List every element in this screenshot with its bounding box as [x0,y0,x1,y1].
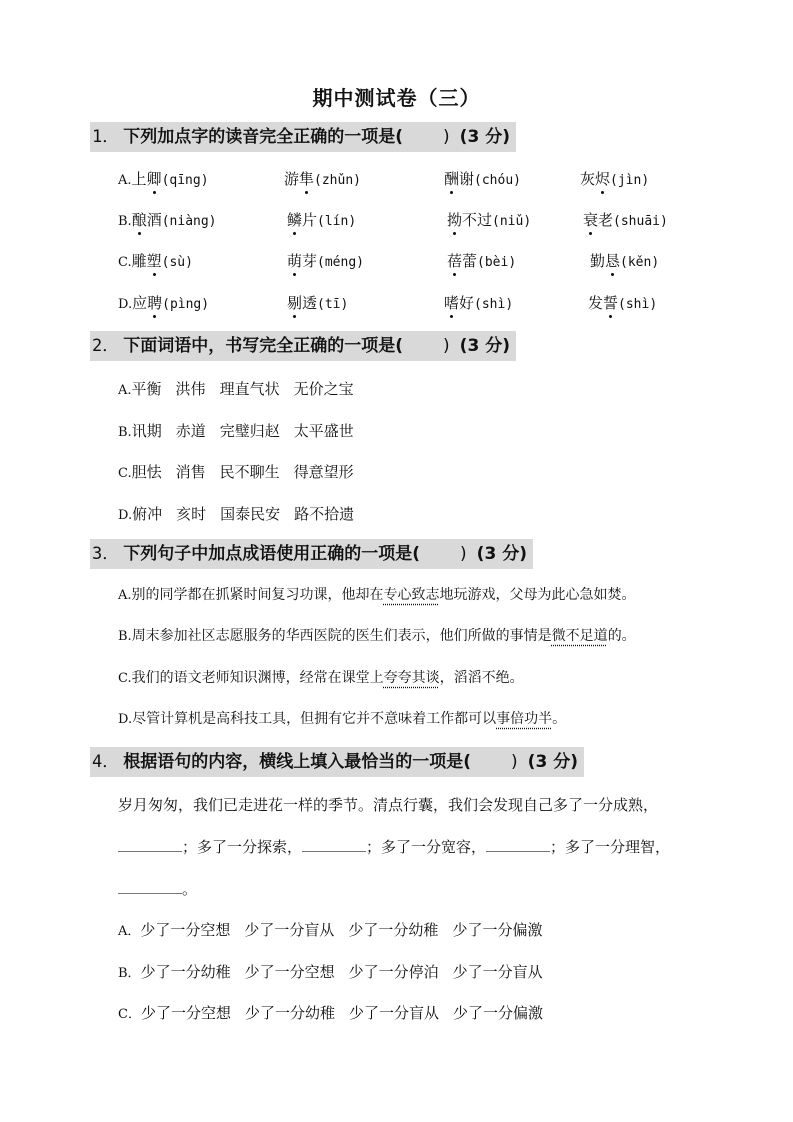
pinyin: (shì) [618,297,658,312]
dotted-char: 酿 [131,211,147,229]
word-text: 片 [302,211,318,229]
q4-option-b [118,961,557,982]
passage-line-3 [118,878,197,899]
q1-option-d-item-2 [287,292,348,313]
sentence-text: 地玩游戏，父母为此心急如焚。 [439,587,636,603]
passage-text: ；多了一分理智， [550,838,671,856]
pinyin: (sù) [161,255,193,270]
word: 路不拾遗 [294,505,355,523]
dotted-char: 聘 [147,294,163,312]
passage-line-1: 岁月匆匆，我们已走进花一样的季节。清点行囊，我们会发现自己多了一分成熟， [118,796,659,814]
word-text: 酒 [146,211,162,229]
word: 少了一分空想 [140,1004,231,1022]
word: 少了一分空想 [140,921,231,939]
passage-line-2 [118,836,670,857]
word-text: 蕾 [462,252,478,270]
word: 无价之宝 [293,380,354,398]
question-number: 2． [92,336,120,356]
fill-blank-4[interactable] [118,879,182,894]
word: 讯期 [131,422,162,440]
word-text: 透 [302,294,318,312]
q3-option-c [118,667,524,687]
word-text: 好 [459,294,475,312]
q1-option-d-item-3 [444,292,513,313]
question-2-header [90,331,516,361]
paren-close: ) [443,336,450,356]
word: 完璧归赵 [219,422,280,440]
sentence-text: 周末参加社区志愿服务的华西医院的医生们表示，他们所做的事情是 [131,628,552,644]
option-label: A. [118,173,132,188]
word-text: 发 [588,294,604,312]
word: 少了一分停泊 [348,963,439,981]
word: 少了一分盲从 [452,963,543,981]
question-4-header [90,747,584,777]
word: 胆怯 [131,463,162,481]
word: 得意望形 [293,463,354,481]
dotted-char: 萌 [287,252,303,270]
option-label: C. [118,255,132,270]
passage-text: ；多了一分宽容， [366,838,487,856]
q1-option-b-item-2 [287,209,356,230]
option-label: D. [118,508,133,523]
q2-option-a [118,378,368,399]
pinyin: (tī) [317,297,349,312]
option-label: C. [118,671,132,686]
q1-option-d-item-1 [118,292,209,313]
pinyin: (bèi) [477,255,517,270]
word: 洪伟 [175,380,206,398]
dotted-char: 嗜 [444,294,460,312]
q1-option-a-item-4 [580,168,649,189]
question-3-header [90,539,533,569]
dotted-char: 剔 [287,294,303,312]
question-score: (3 分) [527,752,578,772]
passage-text: 。 [182,880,198,898]
word: 理直气状 [219,380,280,398]
question-score: (3 分) [459,127,510,147]
question-score: (3 分) [476,544,527,564]
q3-option-b [118,625,636,645]
dotted-char: 蓓 [447,252,463,270]
pinyin: (jìn) [610,173,650,188]
word: 少了一分幼稚 [140,963,231,981]
word-text: 上 [131,170,147,188]
option-label: A. [118,383,132,398]
word: 少了一分盲从 [244,921,335,939]
word: 平衡 [131,380,162,398]
q1-option-b-item-3 [447,209,531,230]
option-label: A． [118,924,141,939]
dotted-char: 烬 [595,170,611,188]
q2-option-d [118,503,368,524]
passage-text: ；多了一分探索， [182,838,303,856]
question-number: 4． [92,752,120,772]
option-label: A. [118,588,132,603]
word-text: 不过 [462,211,493,229]
pinyin: (niàng) [161,214,217,229]
dotted-char: 酬 [444,170,460,188]
word-text: 勤 [590,252,606,270]
question-prompt: 下面词语中，书写完全正确的一项是( [123,336,404,356]
dotted-char: 鳞 [287,211,303,229]
dotted-char: 卿 [146,170,162,188]
pinyin: (shuāi) [613,214,668,229]
pinyin: (niǔ) [492,214,532,229]
sentence-text: 别的同学都在抓紧时间复习功课，他却在 [131,587,384,603]
word: 俯冲 [132,505,163,523]
pinyin: (kěn) [620,255,660,270]
word: 消售 [175,463,206,481]
option-label: D. [118,712,133,727]
pinyin: (lín) [317,214,357,229]
sentence-text: 。 [552,711,567,727]
dotted-idiom: 专心致志 [383,587,440,603]
dotted-char: 誓 [603,294,619,312]
word-text: 雕 [131,252,147,270]
option-label: B． [118,966,141,981]
pinyin: (méng) [317,255,364,270]
q1-option-a-item-3 [444,168,521,189]
q2-option-c [118,461,368,482]
sentence-text: 尽管计算机是高科技工具，但拥有它并不意味着工作都可以 [132,711,497,727]
word-text: 游 [284,170,300,188]
sentence-text: ，滔滔不绝。 [439,670,524,686]
pinyin: (pìng) [162,297,210,312]
fill-blank-3[interactable] [486,837,550,852]
pinyin: (chóu) [474,173,521,188]
option-label: B. [118,629,132,644]
word-text: 老 [598,211,614,229]
word: 赤道 [175,422,206,440]
option-label: C． [118,1007,141,1022]
dotted-char: 衰 [583,211,599,229]
pinyin: (qīng) [161,173,209,188]
dotted-idiom: 微不足道 [551,628,608,644]
q4-option-a [118,919,556,940]
word: 少了一分幼稚 [244,1004,335,1022]
question-prompt: 下列加点字的读音完全正确的一项是( [123,127,404,147]
paren-close: ) [511,752,518,772]
dotted-char: 隼 [299,170,315,188]
word-text: 应 [132,294,148,312]
dotted-idiom: 事倍功半 [496,711,553,727]
q1-option-a-item-2 [284,168,361,189]
option-label: D. [118,297,133,312]
sentence-text: 的。 [607,628,636,644]
option-label: B. [118,425,132,440]
option-label: B. [118,214,132,229]
q1-option-b-item-1 [118,209,217,230]
q3-option-a [118,584,636,604]
question-number: 3． [92,544,120,564]
q1-option-b-item-4 [583,209,668,230]
word-text: 谢 [459,170,475,188]
question-1-header [90,122,516,152]
q1-option-c-item-4 [590,250,659,271]
word: 少了一分偏激 [452,921,543,939]
q3-option-d [118,708,566,728]
word: 少了一分幼稚 [348,921,439,939]
q4-option-c [118,1002,557,1023]
question-prompt: 下列句子中加点成语使用正确的一项是( [123,544,421,564]
word: 太平盛世 [293,422,354,440]
sentence-text: 我们的语文老师知识渊博，经常在课堂上 [131,670,384,686]
q1-option-d-item-4 [588,292,657,313]
pinyin: (zhǔn) [314,173,361,188]
word: 少了一分盲从 [348,1004,439,1022]
word: 少了一分空想 [244,963,335,981]
paren-close: ) [443,127,450,147]
paren-close: ) [460,544,467,564]
dotted-idiom: 夸夸其谈 [383,670,440,686]
option-label: C. [118,466,132,481]
word: 亥时 [176,505,207,523]
dotted-char: 拗 [447,211,463,229]
fill-blank-1[interactable] [118,837,182,852]
word: 少了一分偏激 [453,1004,544,1022]
word-text: 灰 [580,170,596,188]
dotted-char: 塑 [146,252,162,270]
q1-option-c-item-2 [287,250,364,271]
fill-blank-2[interactable] [302,837,366,852]
word: 民不聊生 [219,463,280,481]
question-number: 1． [92,127,120,147]
q2-option-b [118,420,368,441]
question-prompt: 根据语句的内容，横线上填入最恰当的一项是( [123,752,472,772]
q1-option-c-item-1 [118,250,193,271]
page-title: 期中测试卷（三） [312,86,481,110]
word: 国泰民安 [220,505,281,523]
q1-option-a-item-1 [118,168,209,189]
pinyin: (shì) [474,297,514,312]
q1-option-c-item-3 [447,250,516,271]
dotted-char: 恳 [605,252,621,270]
question-score: (3 分) [459,336,510,356]
word-text: 芽 [302,252,318,270]
